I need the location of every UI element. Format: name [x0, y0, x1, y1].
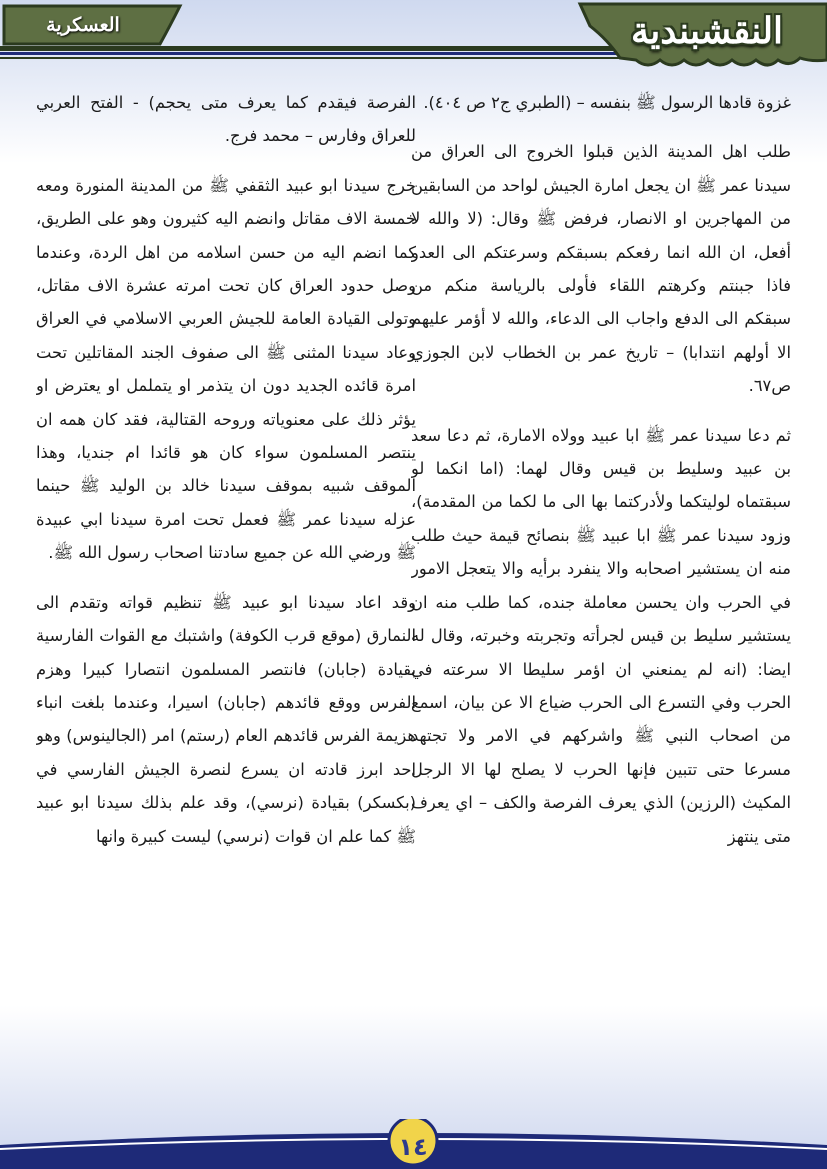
paragraph: طلب اهل المدينة الذين قبلوا الخروج الى العراق من سيدنا عمر ﷺ ان يجعل امارة الجيش لواحد من السابقين من المهاجرين او الانصار، فرفض ﷺ وقال: (لا والله لا أفعل، ان الله انما رفعكم بسبقكم وسرعتكم الى العدو فاذا جبنتم وكرهتم اللقاء فأولى بالرياسة منكم من سبقكم الى الدفع واجاب الى الدعاء، والله لا أؤمر عليهم الا أولهم انتدابا) – تاريخ عمر بن الخطاب لابن الجوزي ص٦٧.	[411, 142, 791, 396]
paragraph: غزوة قادها الرسول ﷺ بنفسه – (الطبري ج٢ ص ٤٠٤).	[423, 93, 791, 112]
paragraph: ثم دعا سيدنا عمر ﷺ ابا عبيد وولاه الامارة، ثم دعا سعد بن عبيد وسليط بن قيس وقال لهما: (اما انكما لو سبقتماه لوليتكما ولأدركتما بها الى ما لكما من المقدمة)، وزود سيدنا عمر ﷺ ابا عبيد ﷺ بنصائح قيمة حيث طلب منه ان يستشير اصحابه والا ينفرد برأيه والا يتعجل الامور في الحرب وان يحسن معاملة جنده، كما طلب منه ان يستشير سليط بن قيس لجرأته وتجربته وخبرته، وقال له ايضا: (انه لم يمنعني ان اؤمر سليطا الا سرعته في الحرب وفي التسرع الى الحرب ضياع الا عن بيان، اسمع من اصحاب النبي ﷺ واشركهم في الامر ولا تجتهد مسرعا حتى تتبين فإنها الحرب لا يصلح لها الا الرجل المكيث (الرزين) الذي يعرف الفرصة والكف – اي يعرف متى ينتهز	[411, 425, 791, 846]
paragraph: الفرصة فيقدم كما يعرف متى يحجم) - الفتح العربي للعراق وفارس – محمد فرج.	[36, 93, 416, 146]
page-header	[0, 0, 827, 80]
article-column-left	[36, 86, 416, 1008]
page-number: ١٤	[398, 1133, 428, 1161]
article-column-right	[411, 86, 791, 1008]
magazine-title: النقشبندية	[630, 10, 784, 52]
paragraph: وقد اعاد سيدنا ابو عبيد ﷺ تنظيم قواته وتقدم الى النمارق (موقع قرب الكوفة) واشتبك مع القوات الفارسية بقيادة (جابان) فانتصر المسلمون انتصارا كبيرا وهزم الفرس ووقع قائدهم (جابان) اسيرا، وعندما بلغت انباء هزيمة الفرس قائدهم العام (رستم) امر (الجالينوس) وهو احد ابرز قادته ان يسرع لنصرة الجيش الفارسي في (بكسكر) بقيادة (نرسي)، وقد علم بذلك سيدنا ابو عبيد ﷺ كما علم ان قوات (نرسي) ليست كبيرة وانها	[36, 592, 416, 846]
paragraph: خرج سيدنا ابو عبيد الثقفي ﷺ من المدينة المنورة ومعه خمسة الاف مقاتل وانضم اليه كثيرون وهو على الطريق، كما انضم اليه من حسن اسلامه من اهل الردة، وعندما وصل حدود العراق كان تحت امرته عشرة الاف مقاتل، وتولى القيادة العامة للجيش العربي الاسلامي في العراق وعاد سيدنا المثنى ﷺ الى صفوف الجند المقاتلين تحت امرة قائده الجديد دون ان يتذمر او يتململ او يعترض او يؤثر ذلك على معنوياته وروحه القتالية، فقد كان همه ان ينتصر المسلمون سواء كان هو قائدا ام جنديا، وهذا الموقف شبيه بموقف سيدنا خالد بن الوليد ﷺ حينما عزله سيدنا عمر ﷺ فعمل تحت امرة سيدنا ابي عبيدة ﷺ ورضي الله عن جميع سادتنا اصحاب رسول الله ﷺ.	[36, 175, 416, 563]
section-label: العسكرية	[46, 14, 120, 36]
